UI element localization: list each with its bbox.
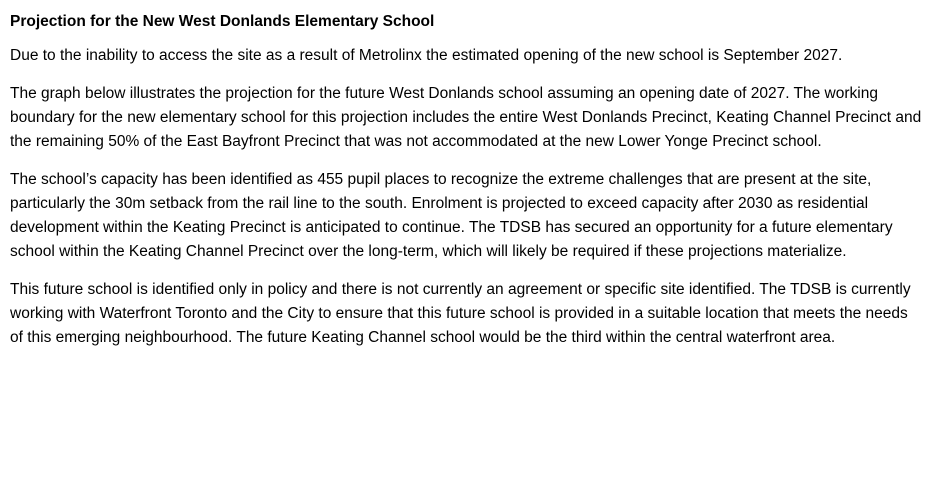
- document-body: [10, 0, 922, 350]
- paragraph-projection-boundary: The graph below illustrates the projection for the future West Donlands school assuming an opening date of 2027. The working boundary for the new elementary school for this projection includes the entire West Donlands Precinct, Keating Channel Precinct and the remaining 50% of the East Bayfront Precinct that was not accommodated at the new Lower Yonge Precinct school.: [10, 85, 922, 150]
- section-title: Projection for the New West Donlands Elementary School: [10, 13, 435, 30]
- paragraph-future-school: This future school is identified only in policy and there is not currently an agreement or specific site identified. The TDSB is currently working with Waterfront Toronto and the City to ensure that this future school is provided in a suitable location that meets the needs of this emerging neighbourhood. The future Keating Channel school would be the third within the central waterfront area.: [10, 281, 911, 346]
- paragraph-opening-date: Due to the inability to access the site as a result of Metrolinx the estimated opening of the new school is September 2027.: [10, 47, 843, 64]
- paragraph-capacity: The school’s capacity has been identified as 455 pupil places to recognize the extreme challenges that are present at the site, particularly the 30m setback from the rail line to the south. Enrolment is projected to exceed capacity after 2030 as residential development within the Keating Precinct is anticipated to continue. The TDSB has secured an opportunity for a future elementary school within the Keating Channel Precinct over the long-term, which will likely be required if these projections materialize.: [10, 171, 893, 260]
